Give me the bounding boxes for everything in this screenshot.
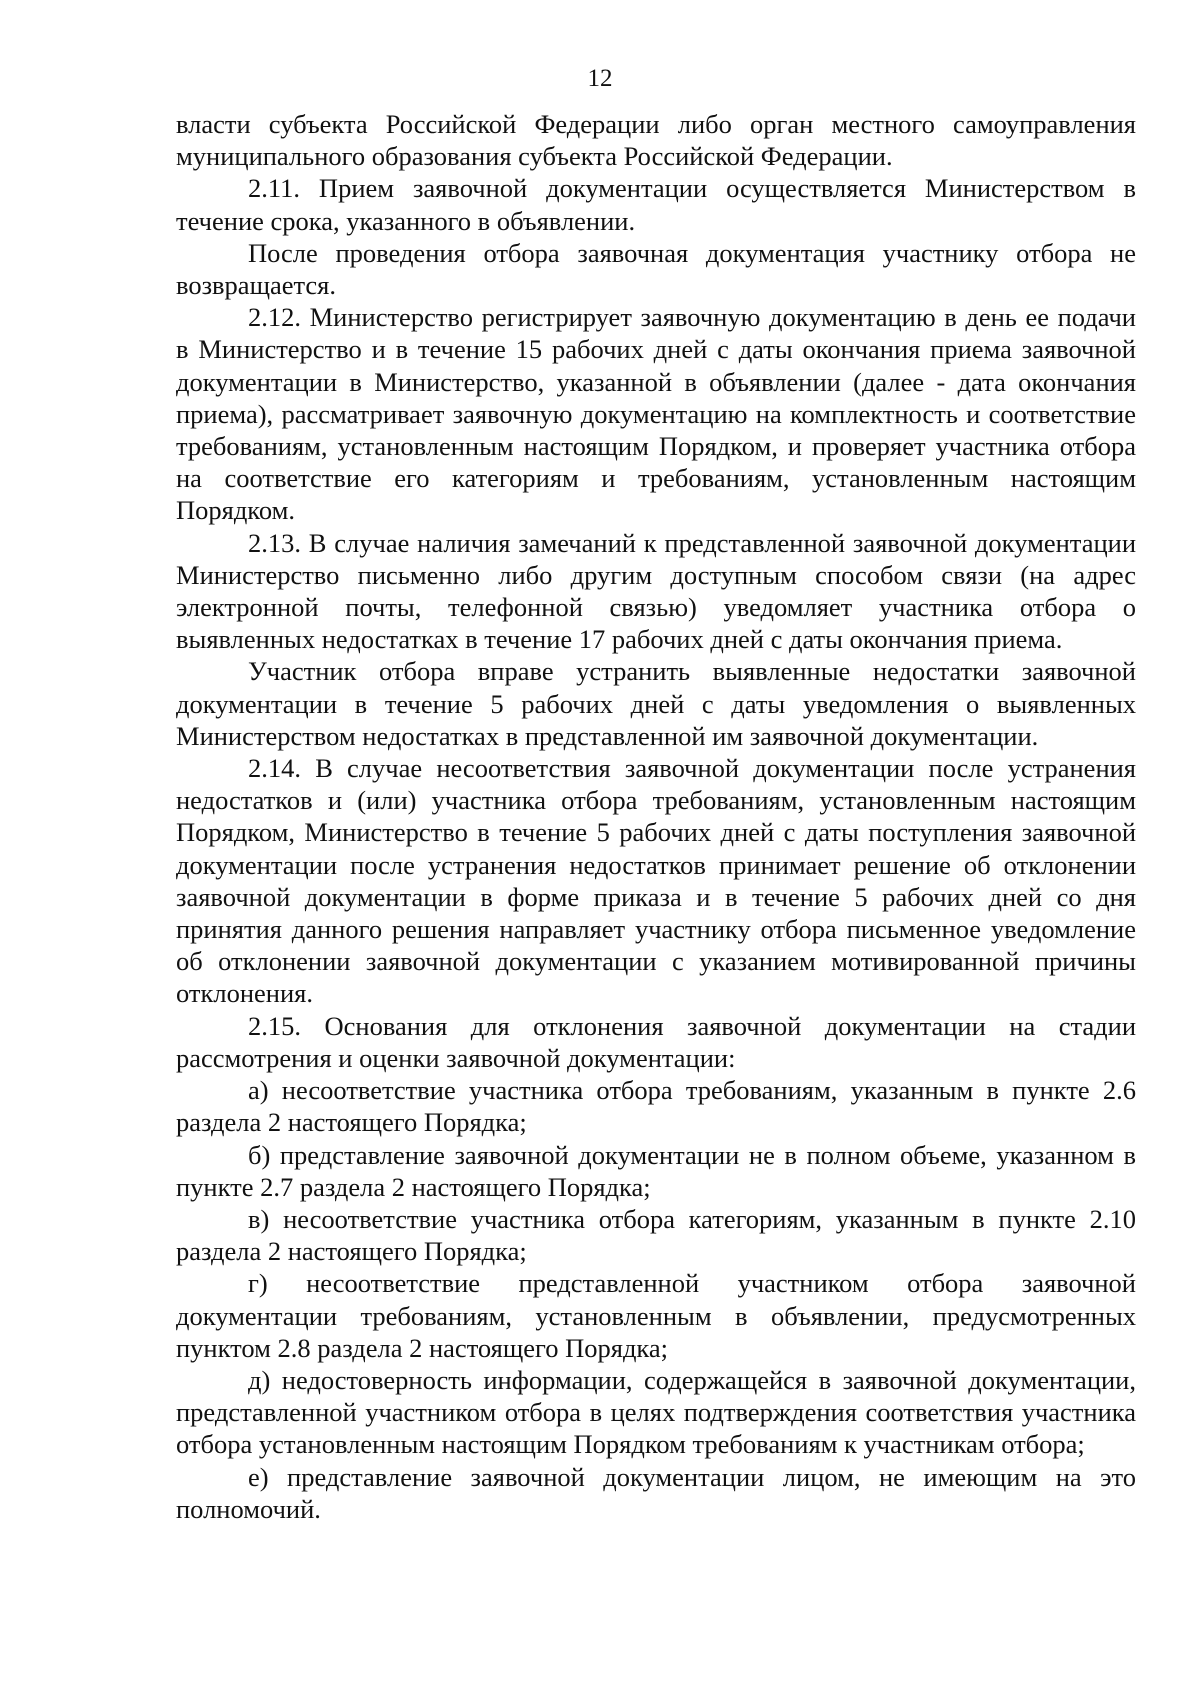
paragraph: 2.14. В случае несоответствия заявочной документации после устранения недостатков и (или) участника отбора требованиям, установленным настоящим Порядком, Министерство в течение 5 рабочих дней с даты поступления заявочной документации после устранения недостатков принимает решение об отклонении заявочной документации в форме приказа и в течение 5 рабочих дней со дня принятия данного решения направляет участнику отбора письменное уведомление об отклонении заявочной документации с указанием мотивированной причины отклонения.: [176, 753, 1136, 1009]
paragraph: д) недостоверность информации, содержащейся в заявочной документации, представленной участником отбора в целях подтверждения соответствия участника отбора установленным настоящим Порядком требованиям к участникам отбора;: [176, 1364, 1136, 1460]
paragraph: 2.13. В случае наличия замечаний к представленной заявочной документации Министерство письменно либо другим доступным способом связи (на адрес электронной почты, телефонной связью) уведомляет участника отбора о выявленных недостатках в течение 17 рабочих дней с даты окончания приема.: [176, 527, 1136, 655]
paragraph: 2.15. Основания для отклонения заявочной документации на стадии рассмотрения и оценки заявочной документации:: [176, 1010, 1136, 1073]
paragraph: г) несоответствие представленной участником отбора заявочной документации требованиям, установленным в объявлении, предусмотренных пунктом 2.8 раздела 2 настоящего Порядка;: [176, 1268, 1136, 1363]
paragraph: е) представление заявочной документации лицом, не имеющим на это полномочий.: [176, 1461, 1136, 1524]
paragraph: После проведения отбора заявочная документация участнику отбора не возвращается.: [176, 237, 1136, 301]
paragraph: б) представление заявочной документации не в полном объеме, указанном в пункте 2.7 раздела 2 настоящего Порядка;: [176, 1139, 1136, 1202]
paragraph: власти субъекта Российской Федерации либо орган местного самоуправления муниципального образования субъекта Российской Федерации.: [176, 109, 1136, 172]
paragraph: 2.12. Министерство регистрирует заявочную документацию в день ее подачи в Министерство и в течение 15 рабочих дней с даты окончания приема заявочной документации в Министерство, указанной в объявлении (далее - дата окончания приема), рассматривает заявочную документацию на комплектность и соответствие требованиям, установленным настоящим Порядком, и проверяет участника отбора на соответствие его категориям и требованиям, установленным настоящим Порядком.: [176, 302, 1136, 526]
paragraph: в) несоответствие участника отбора категориям, указанным в пункте 2.10 раздела 2 настоящего Порядка;: [176, 1203, 1136, 1267]
page-number: 12: [587, 65, 613, 92]
paragraph: а) несоответствие участника отбора требованиям, указанным в пункте 2.6 раздела 2 настоящего Порядка;: [176, 1075, 1136, 1138]
paragraph: Участник отбора вправе устранить выявленные недостатки заявочной документации в течение 5 рабочих дней с даты уведомления о выявленных Министерством недостатках в представленной им заявочной документации.: [176, 656, 1136, 751]
document-body: [176, 108, 1136, 1525]
paragraph: 2.11. Прием заявочной документации осуществляется Министерством в течение срока, указанного в объявлении.: [176, 173, 1136, 236]
